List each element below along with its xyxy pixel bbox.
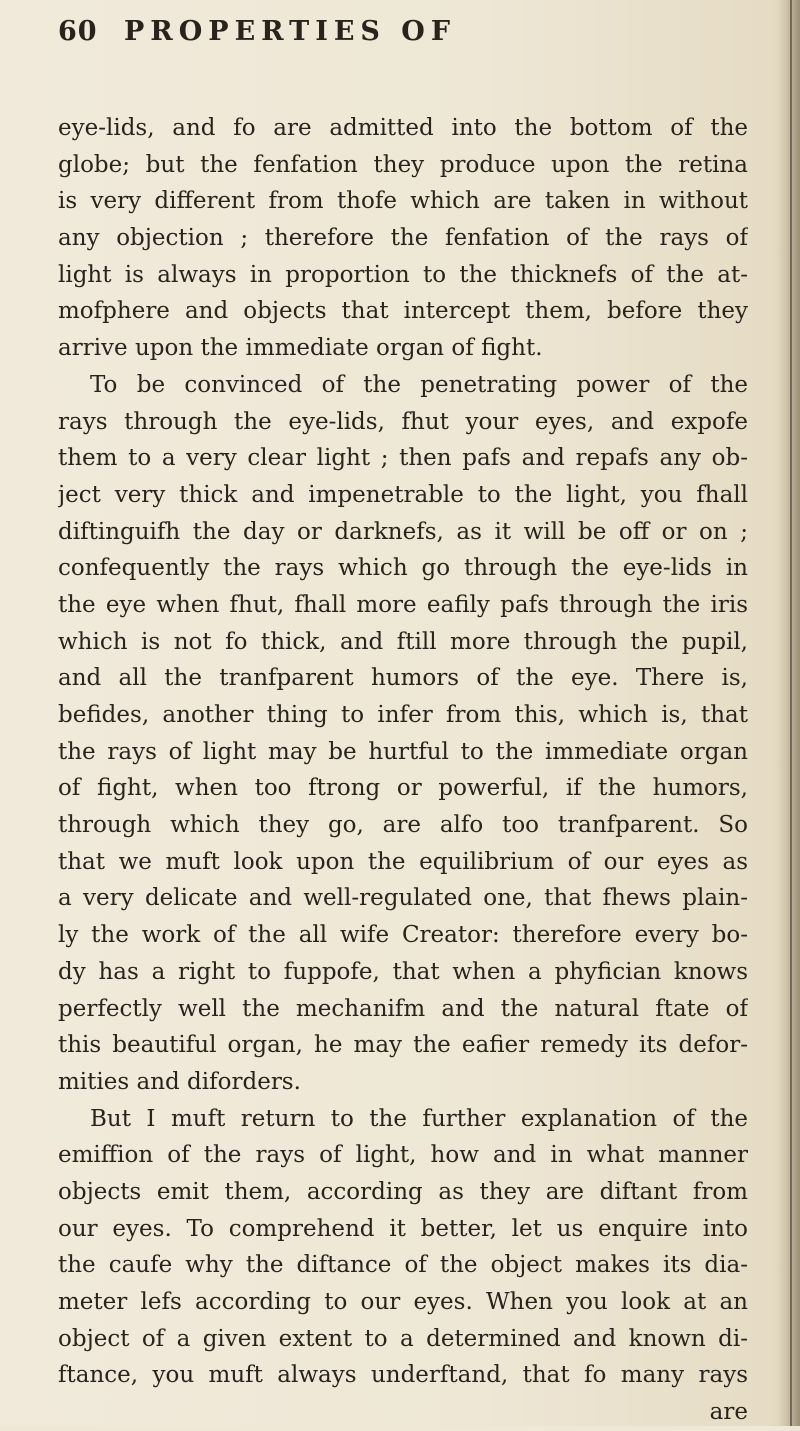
text-line: any objection ; therefore the fenfation of the rays of: [58, 225, 748, 252]
text-line: mities and diforders.: [58, 1068, 301, 1095]
page-binding-shadow: [778, 0, 800, 1426]
text-line: of fight, when too ftrong or powerful, if the humors,: [58, 775, 748, 802]
text-line: diftinguifh the day or darknefs, as it will be off or on ;: [58, 518, 748, 545]
text-line: that we muft look upon the equilibrium of our eyes as: [58, 848, 748, 875]
page-header: [58, 12, 698, 56]
text-line: this beautiful organ, he may the eafier remedy its defor-: [58, 1032, 748, 1059]
text-line: ftance, you muft always underftand, that fo many rays: [58, 1362, 748, 1389]
page-number: 60: [58, 16, 98, 47]
text-line: them to a very clear light ; then pafs and repafs any ob-: [58, 445, 748, 472]
text-line: globe; but the fenfation they produce upon the retina: [58, 151, 748, 178]
page-edge: [790, 0, 792, 1426]
text-line: a very delicate and well-regulated one, that fhews plain-: [58, 885, 748, 912]
text-line: light is always in proportion to the thicknefs of the at-: [58, 261, 748, 288]
text-line: confequently the rays which go through the eye-lids in: [58, 555, 748, 582]
text-line: and all the tranfparent humors of the eye. There is,: [58, 665, 748, 692]
text-line: ly the work of the all wife Creator: therefore every bo-: [58, 922, 748, 949]
text-line: is very different from thofe which are taken in without: [58, 188, 748, 215]
catchword: are: [709, 1399, 748, 1426]
text-line: dy has a right to fuppofe, that when a phyfician knows: [58, 958, 748, 985]
text-line: arrive upon the immediate organ of fight.: [58, 335, 543, 362]
text-line: rays through the eye-lids, fhut your eyes, and expofe: [58, 408, 748, 435]
text-line: objects emit them, according as they are diftant from: [58, 1178, 748, 1205]
text-line: our eyes. To comprehend it better, let us enquire into: [58, 1215, 748, 1242]
running-head: PROPERTIES OF: [124, 16, 456, 47]
text-line: emiffion of the rays of light, how and in what manner: [58, 1142, 748, 1169]
text-line: object of a given extent to a determined and known di-: [58, 1325, 748, 1352]
text-line: perfectly well the mechanifm and the natural ftate of: [58, 995, 748, 1022]
text-line: befides, another thing to infer from this, which is, that: [58, 702, 748, 728]
text-line: meter lefs according to our eyes. When you look at an: [58, 1289, 748, 1315]
text-line: eye-lids, and fo are admitted into the bottom of the: [58, 115, 748, 141]
text-line: through which they go, are alfo too tranfparent. So: [58, 812, 748, 839]
text-line: the caufe why the diftance of the object makes its dia-: [58, 1252, 748, 1279]
text-line: mofphere and objects that intercept them, before they: [58, 298, 748, 325]
text-line: the rays of light may be hurtful to the immediate organ: [58, 738, 748, 765]
text-line: the eye when fhut, fhall more eafily pafs through the iris: [58, 591, 748, 618]
text-line: which is not fo thick, and ftill more through the pupil,: [58, 628, 748, 655]
text-line: ject very thick and impenetrable to the light, you fhall: [58, 481, 748, 508]
paragraph-start-line: To be convinced of the penetrating power of the: [90, 371, 748, 398]
body-text: [58, 110, 748, 1431]
paragraph-start-line: But I muft return to the further explanation of the: [90, 1105, 748, 1132]
